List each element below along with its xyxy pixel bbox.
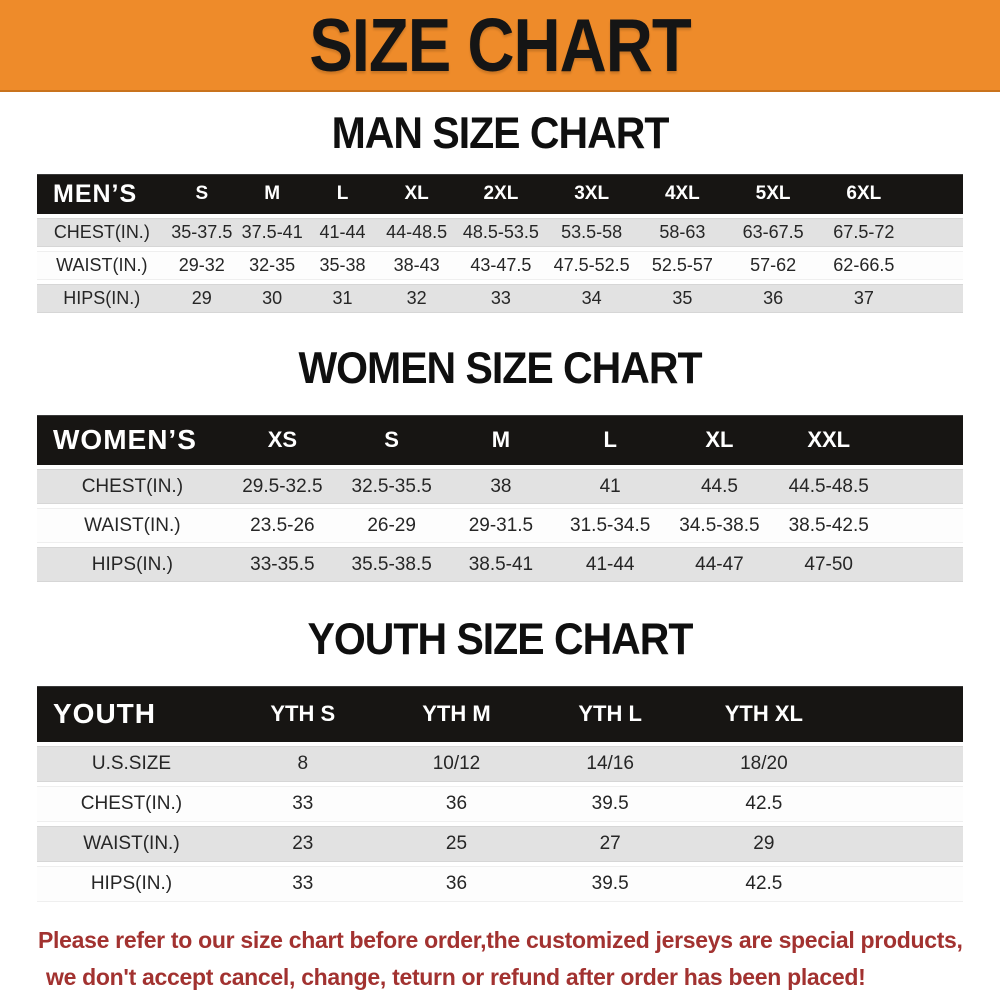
size-value: 62-66.5 xyxy=(818,251,909,280)
size-value: 38-43 xyxy=(378,251,456,280)
size-value: 36 xyxy=(728,284,819,313)
size-value: 18/20 xyxy=(687,746,841,782)
row-label: CHEST(IN.) xyxy=(37,218,167,247)
size-value: 25 xyxy=(380,826,534,862)
column-header: 4XL xyxy=(637,174,728,214)
column-header: YTH L xyxy=(533,686,687,742)
table-row xyxy=(37,746,963,782)
row-spacer xyxy=(841,866,963,902)
size-value: 37 xyxy=(818,284,909,313)
size-value: 47.5-52.5 xyxy=(546,251,637,280)
row-spacer xyxy=(841,746,963,782)
youth-size-table xyxy=(37,682,963,906)
row-label: WAIST(IN.) xyxy=(37,826,226,862)
size-value: 58-63 xyxy=(637,218,728,247)
section-men xyxy=(0,110,1000,317)
size-value: 23.5-26 xyxy=(228,508,337,543)
column-header: S xyxy=(337,415,446,465)
row-label: CHEST(IN.) xyxy=(37,786,226,822)
header-spacer xyxy=(841,686,963,742)
column-header: 3XL xyxy=(546,174,637,214)
header-spacer xyxy=(909,174,963,214)
size-value: 29.5-32.5 xyxy=(228,469,337,504)
column-header: 6XL xyxy=(818,174,909,214)
size-value: 10/12 xyxy=(380,746,534,782)
size-value: 33 xyxy=(456,284,547,313)
size-value: 32-35 xyxy=(237,251,307,280)
size-value: 53.5-58 xyxy=(546,218,637,247)
size-value: 44.5 xyxy=(665,469,774,504)
size-value: 32.5-35.5 xyxy=(337,469,446,504)
notice-line-2: we don't accept cancel, change, teturn or refund after order has been placed! xyxy=(46,964,866,991)
size-value: 57-62 xyxy=(728,251,819,280)
column-header: L xyxy=(307,174,377,214)
size-value: 34 xyxy=(546,284,637,313)
table-corner-label: YOUTH xyxy=(37,686,226,742)
size-value: 32 xyxy=(378,284,456,313)
size-value: 31 xyxy=(307,284,377,313)
column-header: 5XL xyxy=(728,174,819,214)
column-header: M xyxy=(237,174,307,214)
size-value: 31.5-34.5 xyxy=(556,508,665,543)
column-header: YTH M xyxy=(380,686,534,742)
size-value: 14/16 xyxy=(533,746,687,782)
section-youth xyxy=(0,616,1000,906)
table-row xyxy=(37,251,963,280)
column-header: YTH XL xyxy=(687,686,841,742)
table-row xyxy=(37,866,963,902)
row-label: WAIST(IN.) xyxy=(37,508,228,543)
column-header: L xyxy=(556,415,665,465)
size-value: 39.5 xyxy=(533,866,687,902)
size-value: 35 xyxy=(637,284,728,313)
row-label: HIPS(IN.) xyxy=(37,284,167,313)
table-row xyxy=(37,547,963,582)
column-header: XL xyxy=(378,174,456,214)
table-row xyxy=(37,508,963,543)
footer-notice xyxy=(38,922,1000,997)
size-value: 35-37.5 xyxy=(167,218,237,247)
size-value: 38.5-41 xyxy=(446,547,555,582)
row-spacer xyxy=(883,469,963,504)
size-value: 41-44 xyxy=(556,547,665,582)
banner xyxy=(0,0,1000,92)
column-header: 2XL xyxy=(456,174,547,214)
banner-title: SIZE CHART xyxy=(309,2,691,88)
size-value: 8 xyxy=(226,746,380,782)
size-value: 44-47 xyxy=(665,547,774,582)
size-value: 29 xyxy=(167,284,237,313)
table-row xyxy=(37,786,963,822)
size-value: 63-67.5 xyxy=(728,218,819,247)
table-header-row xyxy=(37,686,963,742)
notice-line-1: Please refer to our size chart before order,the customized jerseys are special products, xyxy=(38,927,963,953)
column-header: XXL xyxy=(774,415,883,465)
section-heading-men: MAN SIZE CHART xyxy=(331,108,669,158)
size-value: 44.5-48.5 xyxy=(774,469,883,504)
size-value: 67.5-72 xyxy=(818,218,909,247)
column-header: XL xyxy=(665,415,774,465)
row-spacer xyxy=(883,508,963,543)
row-spacer xyxy=(909,284,963,313)
size-value: 52.5-57 xyxy=(637,251,728,280)
size-value: 36 xyxy=(380,786,534,822)
row-label: U.S.SIZE xyxy=(37,746,226,782)
header-spacer xyxy=(883,415,963,465)
size-value: 33 xyxy=(226,786,380,822)
row-label: CHEST(IN.) xyxy=(37,469,228,504)
section-heading-youth: YOUTH SIZE CHART xyxy=(307,614,693,664)
column-header: YTH S xyxy=(226,686,380,742)
column-header: M xyxy=(446,415,555,465)
row-spacer xyxy=(909,218,963,247)
table-row xyxy=(37,284,963,313)
size-value: 35-38 xyxy=(307,251,377,280)
size-value: 42.5 xyxy=(687,866,841,902)
row-label: WAIST(IN.) xyxy=(37,251,167,280)
section-heading-women: WOMEN SIZE CHART xyxy=(298,343,702,393)
size-value: 37.5-41 xyxy=(237,218,307,247)
size-value: 43-47.5 xyxy=(456,251,547,280)
table-header-row xyxy=(37,415,963,465)
row-spacer xyxy=(841,826,963,862)
size-value: 29-31.5 xyxy=(446,508,555,543)
table-header-row xyxy=(37,174,963,214)
row-spacer xyxy=(883,547,963,582)
row-label: HIPS(IN.) xyxy=(37,866,226,902)
size-value: 29 xyxy=(687,826,841,862)
table-row xyxy=(37,218,963,247)
size-value: 42.5 xyxy=(687,786,841,822)
size-value: 26-29 xyxy=(337,508,446,543)
size-value: 30 xyxy=(237,284,307,313)
size-value: 38.5-42.5 xyxy=(774,508,883,543)
section-women xyxy=(0,345,1000,586)
table-row xyxy=(37,826,963,862)
table-corner-label: WOMEN’S xyxy=(37,415,228,465)
women-size-table xyxy=(37,411,963,586)
size-value: 47-50 xyxy=(774,547,883,582)
size-value: 29-32 xyxy=(167,251,237,280)
table-corner-label: MEN’S xyxy=(37,174,167,214)
size-value: 33 xyxy=(226,866,380,902)
column-header: S xyxy=(167,174,237,214)
size-value: 41-44 xyxy=(307,218,377,247)
men-size-table xyxy=(37,170,963,317)
size-value: 35.5-38.5 xyxy=(337,547,446,582)
size-value: 44-48.5 xyxy=(378,218,456,247)
size-value: 39.5 xyxy=(533,786,687,822)
row-label: HIPS(IN.) xyxy=(37,547,228,582)
column-header: XS xyxy=(228,415,337,465)
size-value: 23 xyxy=(226,826,380,862)
size-value: 38 xyxy=(446,469,555,504)
row-spacer xyxy=(909,251,963,280)
row-spacer xyxy=(841,786,963,822)
size-value: 41 xyxy=(556,469,665,504)
size-value: 33-35.5 xyxy=(228,547,337,582)
size-value: 48.5-53.5 xyxy=(456,218,547,247)
table-row xyxy=(37,469,963,504)
size-value: 27 xyxy=(533,826,687,862)
size-value: 36 xyxy=(380,866,534,902)
size-value: 34.5-38.5 xyxy=(665,508,774,543)
content xyxy=(0,110,1000,906)
